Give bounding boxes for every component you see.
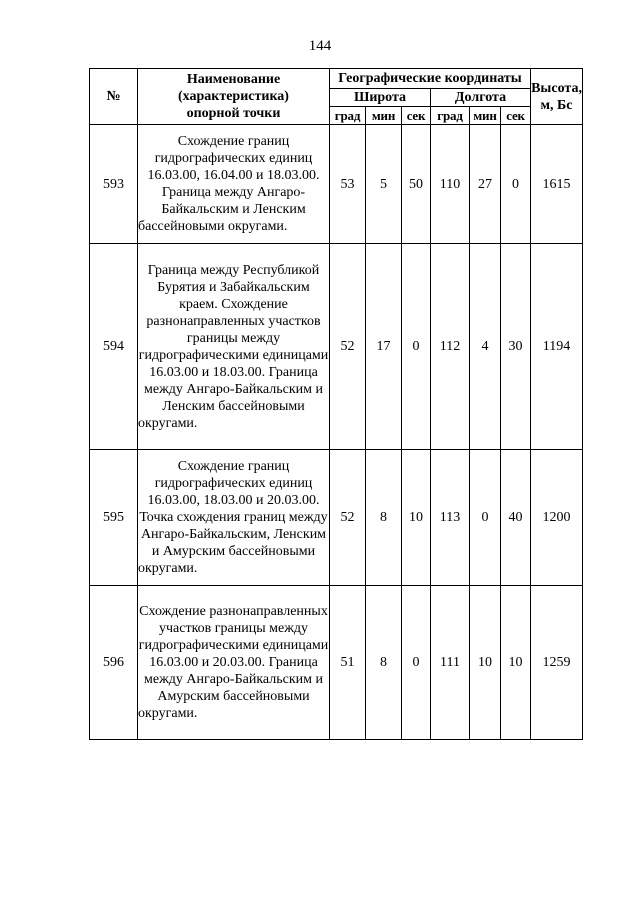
- header-name-line1: Наименование: [186, 72, 281, 87]
- row-number: 593: [90, 125, 138, 244]
- header-altitude: [531, 69, 583, 125]
- table-row: [90, 125, 583, 244]
- lat-sec-value: 50: [402, 125, 431, 244]
- lon-deg-value: 113: [431, 450, 470, 586]
- lat-min-value: 17: [366, 244, 402, 450]
- row-description: Схождение границ гидрографических единиц 16.03.00, 18.03.00 и 20.03.00. Точка схождения границ между Ангаро-Байкальским, Ленским и Амурским бассейновыми округами.: [138, 450, 330, 586]
- lat-min-value: 5: [366, 125, 402, 244]
- lat-min-value: 8: [366, 586, 402, 740]
- lon-min-value: 4: [470, 244, 501, 450]
- header-name-line2: (характеристика): [178, 89, 289, 104]
- lat-deg-value: 51: [330, 586, 366, 740]
- lon-deg-value: 111: [431, 586, 470, 740]
- header-latitude: Широта: [330, 89, 431, 107]
- header-name: [138, 69, 330, 125]
- lat-min-value: 8: [366, 450, 402, 586]
- altitude-value: 1200: [531, 450, 583, 586]
- coordinates-table: [89, 68, 583, 740]
- table-row: [90, 244, 583, 450]
- header-lon-sec: сек: [501, 107, 531, 125]
- lon-min-value: 0: [470, 450, 501, 586]
- lon-sec-value: 30: [501, 244, 531, 450]
- row-number: 596: [90, 586, 138, 740]
- lon-sec-value: 40: [501, 450, 531, 586]
- header-geo-coordinates: Географические координаты: [330, 69, 531, 89]
- lat-sec-value: 0: [402, 586, 431, 740]
- lon-sec-value: 10: [501, 586, 531, 740]
- altitude-value: 1615: [531, 125, 583, 244]
- row-description: Граница между Республикой Бурятия и Забайкальским краем. Схождение разнонаправленных участков границы между гидрографическими единицами 16.03.00 и 18.03.00. Граница между Ангаро-Байкальским и Ленским бассейновыми округами.: [138, 244, 330, 450]
- table-header: [90, 69, 583, 125]
- lon-deg-value: 112: [431, 244, 470, 450]
- header-name-line3: опорной точки: [186, 106, 281, 121]
- lon-min-value: 10: [470, 586, 501, 740]
- lat-sec-value: 0: [402, 244, 431, 450]
- lat-deg-value: 52: [330, 450, 366, 586]
- header-altitude-line1: Высота,: [531, 80, 582, 96]
- header-lat-sec: сек: [402, 107, 431, 125]
- lon-min-value: 27: [470, 125, 501, 244]
- header-lat-min: мин: [366, 107, 402, 125]
- row-number: 595: [90, 450, 138, 586]
- altitude-value: 1259: [531, 586, 583, 740]
- header-lon-min: мин: [470, 107, 501, 125]
- header-lon-deg: град: [431, 107, 470, 125]
- row-number: 594: [90, 244, 138, 450]
- table-row: [90, 450, 583, 586]
- row-description: Схождение разнонаправленных участков границы между гидрографическими единицами 16.03.00 и 20.03.00. Граница между Ангаро-Байкальским и Амурским бассейновыми округами.: [138, 586, 330, 740]
- header-longitude: Долгота: [431, 89, 531, 107]
- header-number: №: [90, 69, 138, 125]
- lat-sec-value: 10: [402, 450, 431, 586]
- lon-sec-value: 0: [501, 125, 531, 244]
- header-lat-deg: град: [330, 107, 366, 125]
- header-altitude-line2: м, Бс: [540, 97, 573, 113]
- lat-deg-value: 53: [330, 125, 366, 244]
- lon-deg-value: 110: [431, 125, 470, 244]
- lat-deg-value: 52: [330, 244, 366, 450]
- row-description: Схождение границ гидрографических единиц 16.03.00, 16.04.00 и 18.03.00. Граница между Ангаро-Байкальским и Ленским бассейновыми округами.: [138, 125, 330, 244]
- table-row: [90, 586, 583, 740]
- altitude-value: 1194: [531, 244, 583, 450]
- page-number: 144: [308, 38, 332, 54]
